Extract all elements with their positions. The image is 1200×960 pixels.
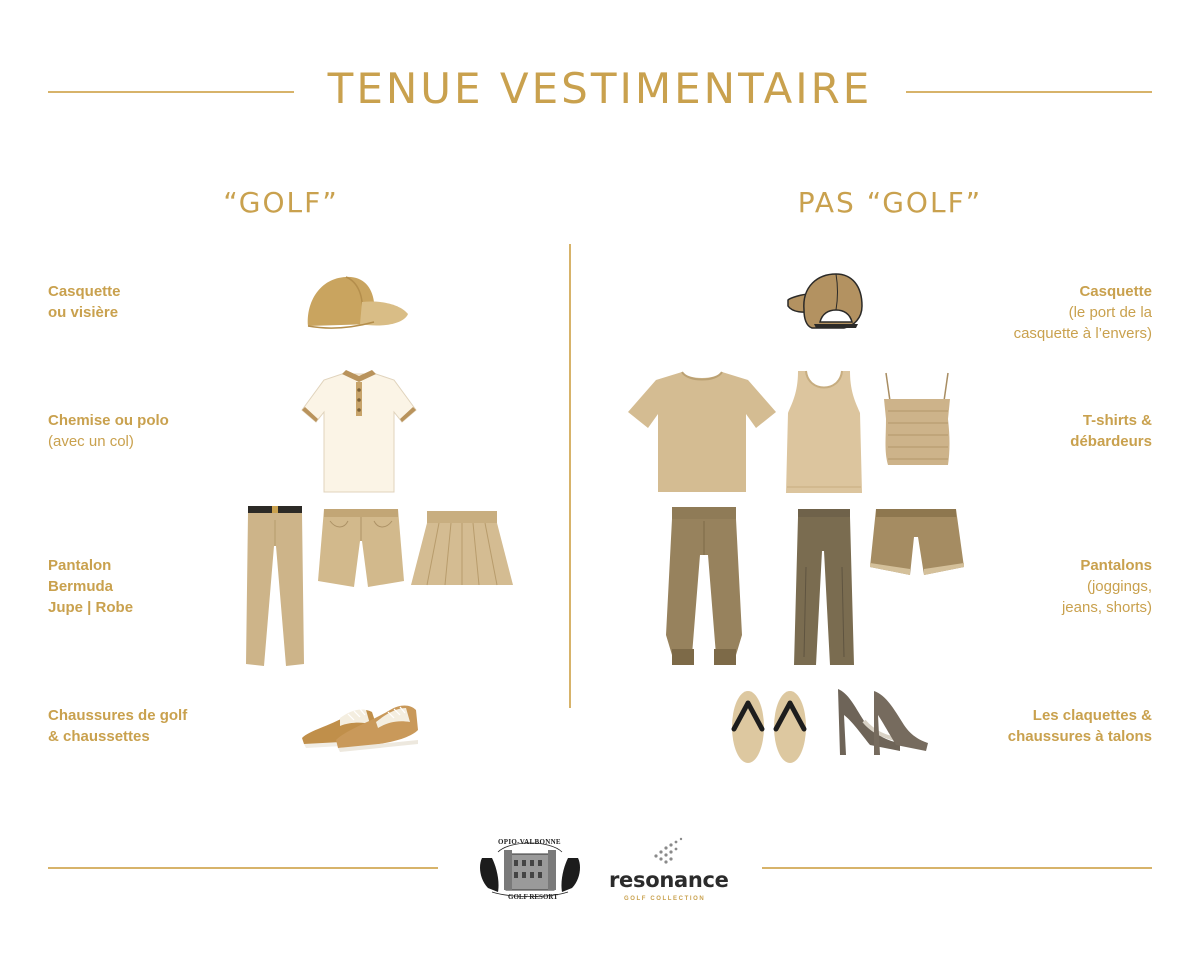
footer-rule-left <box>48 867 438 869</box>
label-not-golf-shoes: Les claquettes & chaussures à talons <box>1007 707 1152 745</box>
label-not-golf-tops: T-shirts & débardeurs <box>1070 412 1152 450</box>
trousers-icon <box>242 506 308 668</box>
footer-rule-right <box>762 867 1152 869</box>
jeans-icon <box>792 507 856 667</box>
not-golf-heading: PAS “GOLF” <box>797 186 983 219</box>
label-golf-cap: Casquette ou visière <box>48 283 121 321</box>
cap-icon <box>300 272 415 334</box>
tshirt-icon <box>626 370 778 494</box>
resonance-subtitle: GOLF COLLECTION <box>624 896 706 902</box>
label-golf-bottoms: Pantalon Bermuda Jupe | Robe <box>48 557 134 616</box>
denim-shorts-icon <box>868 507 966 577</box>
flip-flops-icon <box>730 689 810 765</box>
label-golf-shoes: Chaussures de golf & chaussettes <box>48 707 188 745</box>
resonance-wordmark: resonance <box>609 868 729 892</box>
header-rule-right <box>906 91 1152 93</box>
label-not-golf-bottoms: Pantalons (joggings, jeans, shorts) <box>1061 557 1152 616</box>
crest-top-text: OPIO-VALBONNE <box>498 838 561 846</box>
jogging-icon <box>664 505 744 667</box>
crest-bottom-text: GOLF RESORT <box>508 893 558 901</box>
golf-shoes-icon <box>300 700 422 752</box>
camisole-icon <box>880 371 954 467</box>
page-title: TENUE VESTIMENTAIRE <box>327 64 873 113</box>
high-heels-icon <box>834 685 930 757</box>
column-divider <box>569 244 571 708</box>
reversed-cap-icon <box>784 270 864 332</box>
resonance-logo-icon <box>650 836 686 866</box>
label-not-golf-cap: Casquette (le port de la casquette à l’envers) <box>1013 283 1152 342</box>
skirt-icon <box>409 509 515 589</box>
label-golf-shirt: Chemise ou polo (avec un col) <box>48 412 169 450</box>
tank-top-icon <box>784 369 864 495</box>
golf-heading: “GOLF” <box>223 186 339 219</box>
polo-icon <box>298 368 420 494</box>
bermuda-icon <box>316 507 406 589</box>
